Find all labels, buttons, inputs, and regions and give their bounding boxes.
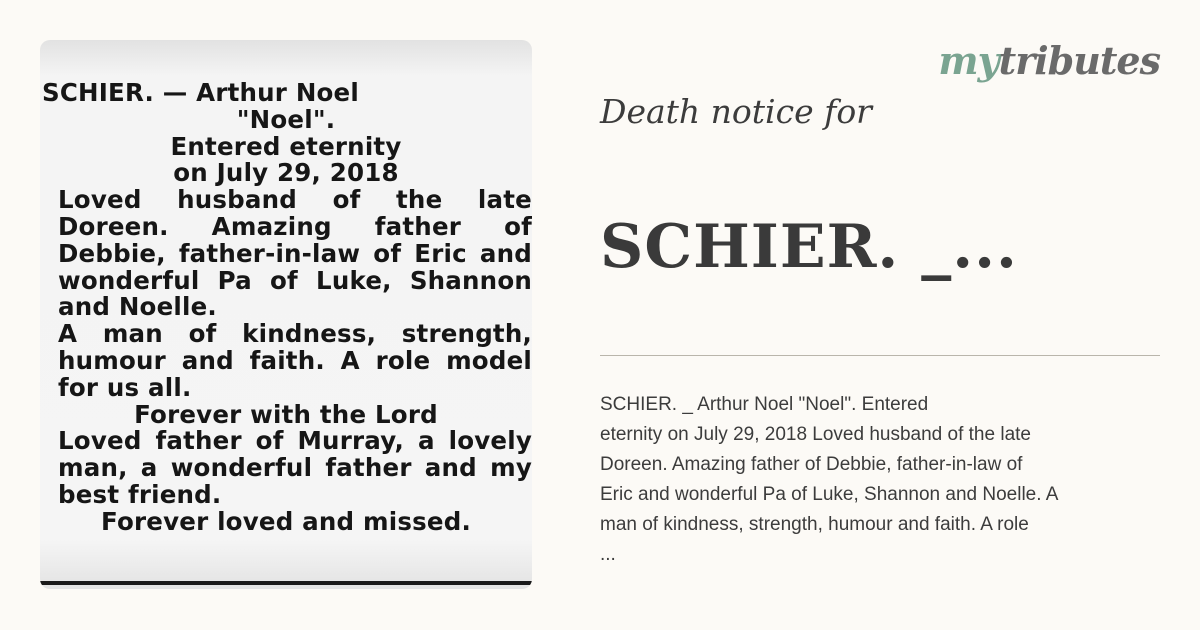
excerpt-line: Doreen. Amazing father of Debbie, father-in-law of <box>600 454 1023 475</box>
clipping-line: Doreen. Amazing father of <box>58 211 532 241</box>
clipping-line: humour and faith. A role model <box>58 345 532 375</box>
notice-excerpt <box>600 390 1145 570</box>
divider <box>600 355 1160 356</box>
mytributes-logo[interactable] <box>938 38 1160 83</box>
clipping-line: best friend. <box>58 479 222 509</box>
page-subtitle: Death notice for <box>600 92 872 131</box>
clipping-line: "Noel". <box>236 104 336 134</box>
clipping-line: SCHIER. — Arthur Noel <box>42 78 359 107</box>
clipping-line: Loved father of Murray, a lovely <box>58 426 532 456</box>
death-notice-clipping-image <box>40 40 532 589</box>
clipping-line: wonderful Pa of Luke, Shannon <box>58 265 532 295</box>
excerpt-line: ... <box>600 544 616 565</box>
clipping-bottom-rule <box>40 581 532 585</box>
clipping-line: Entered eternity <box>170 131 402 161</box>
deceased-name-title: SCHIER. _... <box>600 212 1018 282</box>
clipping-line: Forever with the Lord <box>134 399 438 429</box>
excerpt-line: man of kindness, strength, humour and faith. A role <box>600 514 1029 535</box>
excerpt-line: Eric and wonderful Pa of Luke, Shannon and Noelle. A <box>600 484 1059 505</box>
clipping-line: Loved husband of the late <box>58 185 532 215</box>
logo-suffix: tributes <box>998 38 1160 83</box>
logo-prefix: my <box>938 38 999 83</box>
clipping-line: and Noelle. <box>58 292 217 322</box>
clipping-line: A man of kindness, strength, <box>58 319 532 349</box>
clipping-line: on July 29, 2018 <box>173 158 399 188</box>
clipping-line: man, a wonderful father and my <box>58 453 532 483</box>
clipping-line: for us all. <box>58 372 192 402</box>
clipping-text <box>40 80 532 536</box>
clipping-line: Forever loved and missed. <box>101 506 471 536</box>
excerpt-line: eternity on July 29, 2018 Loved husband of the late <box>600 424 1031 445</box>
clipping-line: Debbie, father-in-law of Eric and <box>58 238 532 268</box>
excerpt-line: SCHIER. _ Arthur Noel "Noel". Entered <box>600 394 929 415</box>
